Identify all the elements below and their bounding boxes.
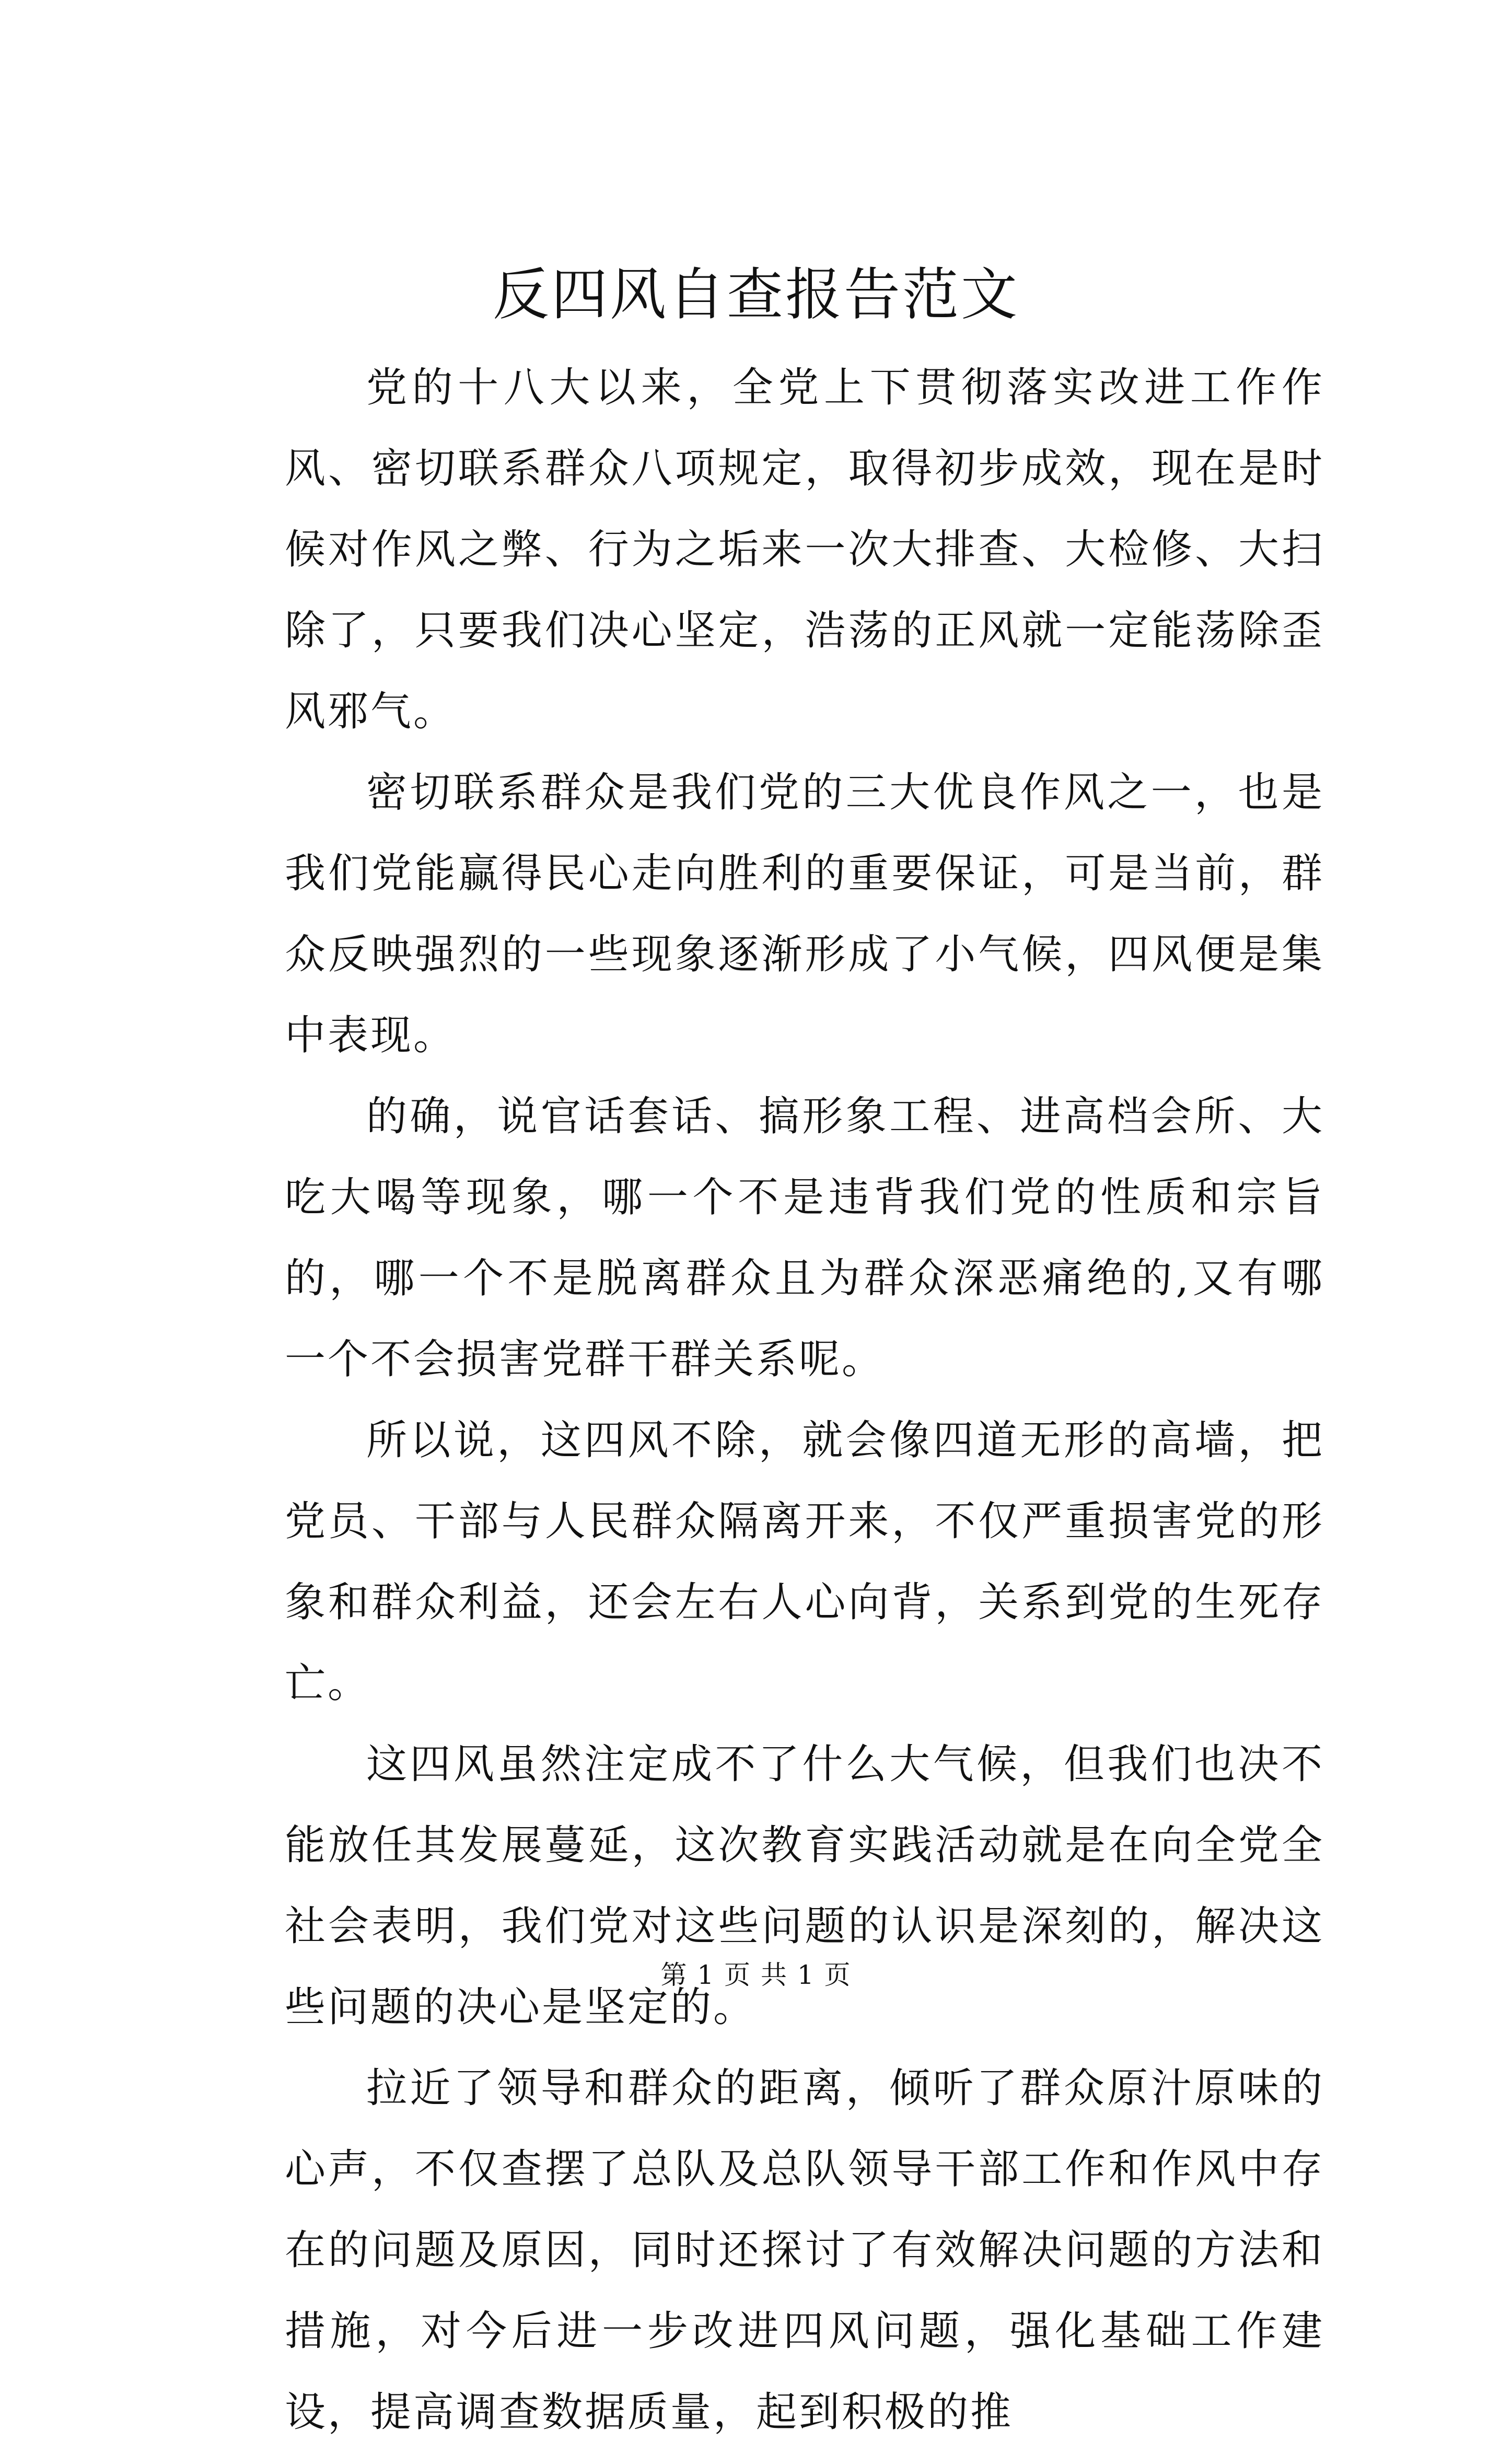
paragraph-2: 密切联系群众是我们党的三大优良作风之一，也是我们党能赢得民心走向胜利的重要保证，可是当前，群众反映强烈的一些现象逐渐形成了小气候，四风便是集中表现。 — [285, 769, 1324, 1059]
paragraph-5: 这四风虽然注定成不了什么大气候，但我们也决不能放任其发展蔓延，这次教育实践活动就是在向全党全社会表明，我们党对这些问题的认识是深刻的，解决这些问题的决心是坚定的。 — [285, 1741, 1324, 2031]
paragraph-4: 所以说，这四风不除，就会像四道无形的高墙，把党员、干部与人民群众隔离开来，不仅严重损害党的形象和群众利益，还会左右人心向背，关系到党的生死存亡。 — [285, 1417, 1324, 1707]
document-body — [285, 347, 1324, 2453]
paragraph-3: 的确，说官话套话、搞形象工程、进高档会所、大吃大喝等现象，哪一个不是违背我们党的性质和宗旨的，哪一个不是脱离群众且为群众深恶痛绝的,又有哪一个不会损害党群干群关系呢。 — [285, 1093, 1324, 1383]
page-number-footer: 第 1 页 共 1 页 — [660, 1960, 852, 1990]
document-title: 反四风自查报告范文 — [492, 262, 1019, 328]
paragraph-6: 拉近了领导和群众的距离，倾听了群众原汁原味的心声，不仅查摆了总队及总队领导干部工作和作风中存在的问题及原因，同时还探讨了有效解决问题的方法和措施，对今后进一步改进四风问题，强化基础工作建设，提高调查数据质量，起到积极的推 — [285, 2065, 1324, 2436]
paragraph-1: 党的十八大以来，全党上下贯彻落实改进工作作风、密切联系群众八项规定，取得初步成效，现在是时候对作风之弊、行为之垢来一次大排查、大检修、大扫除了，只要我们决心坚定，浩荡的正风就一定能荡除歪风邪气。 — [285, 364, 1324, 735]
